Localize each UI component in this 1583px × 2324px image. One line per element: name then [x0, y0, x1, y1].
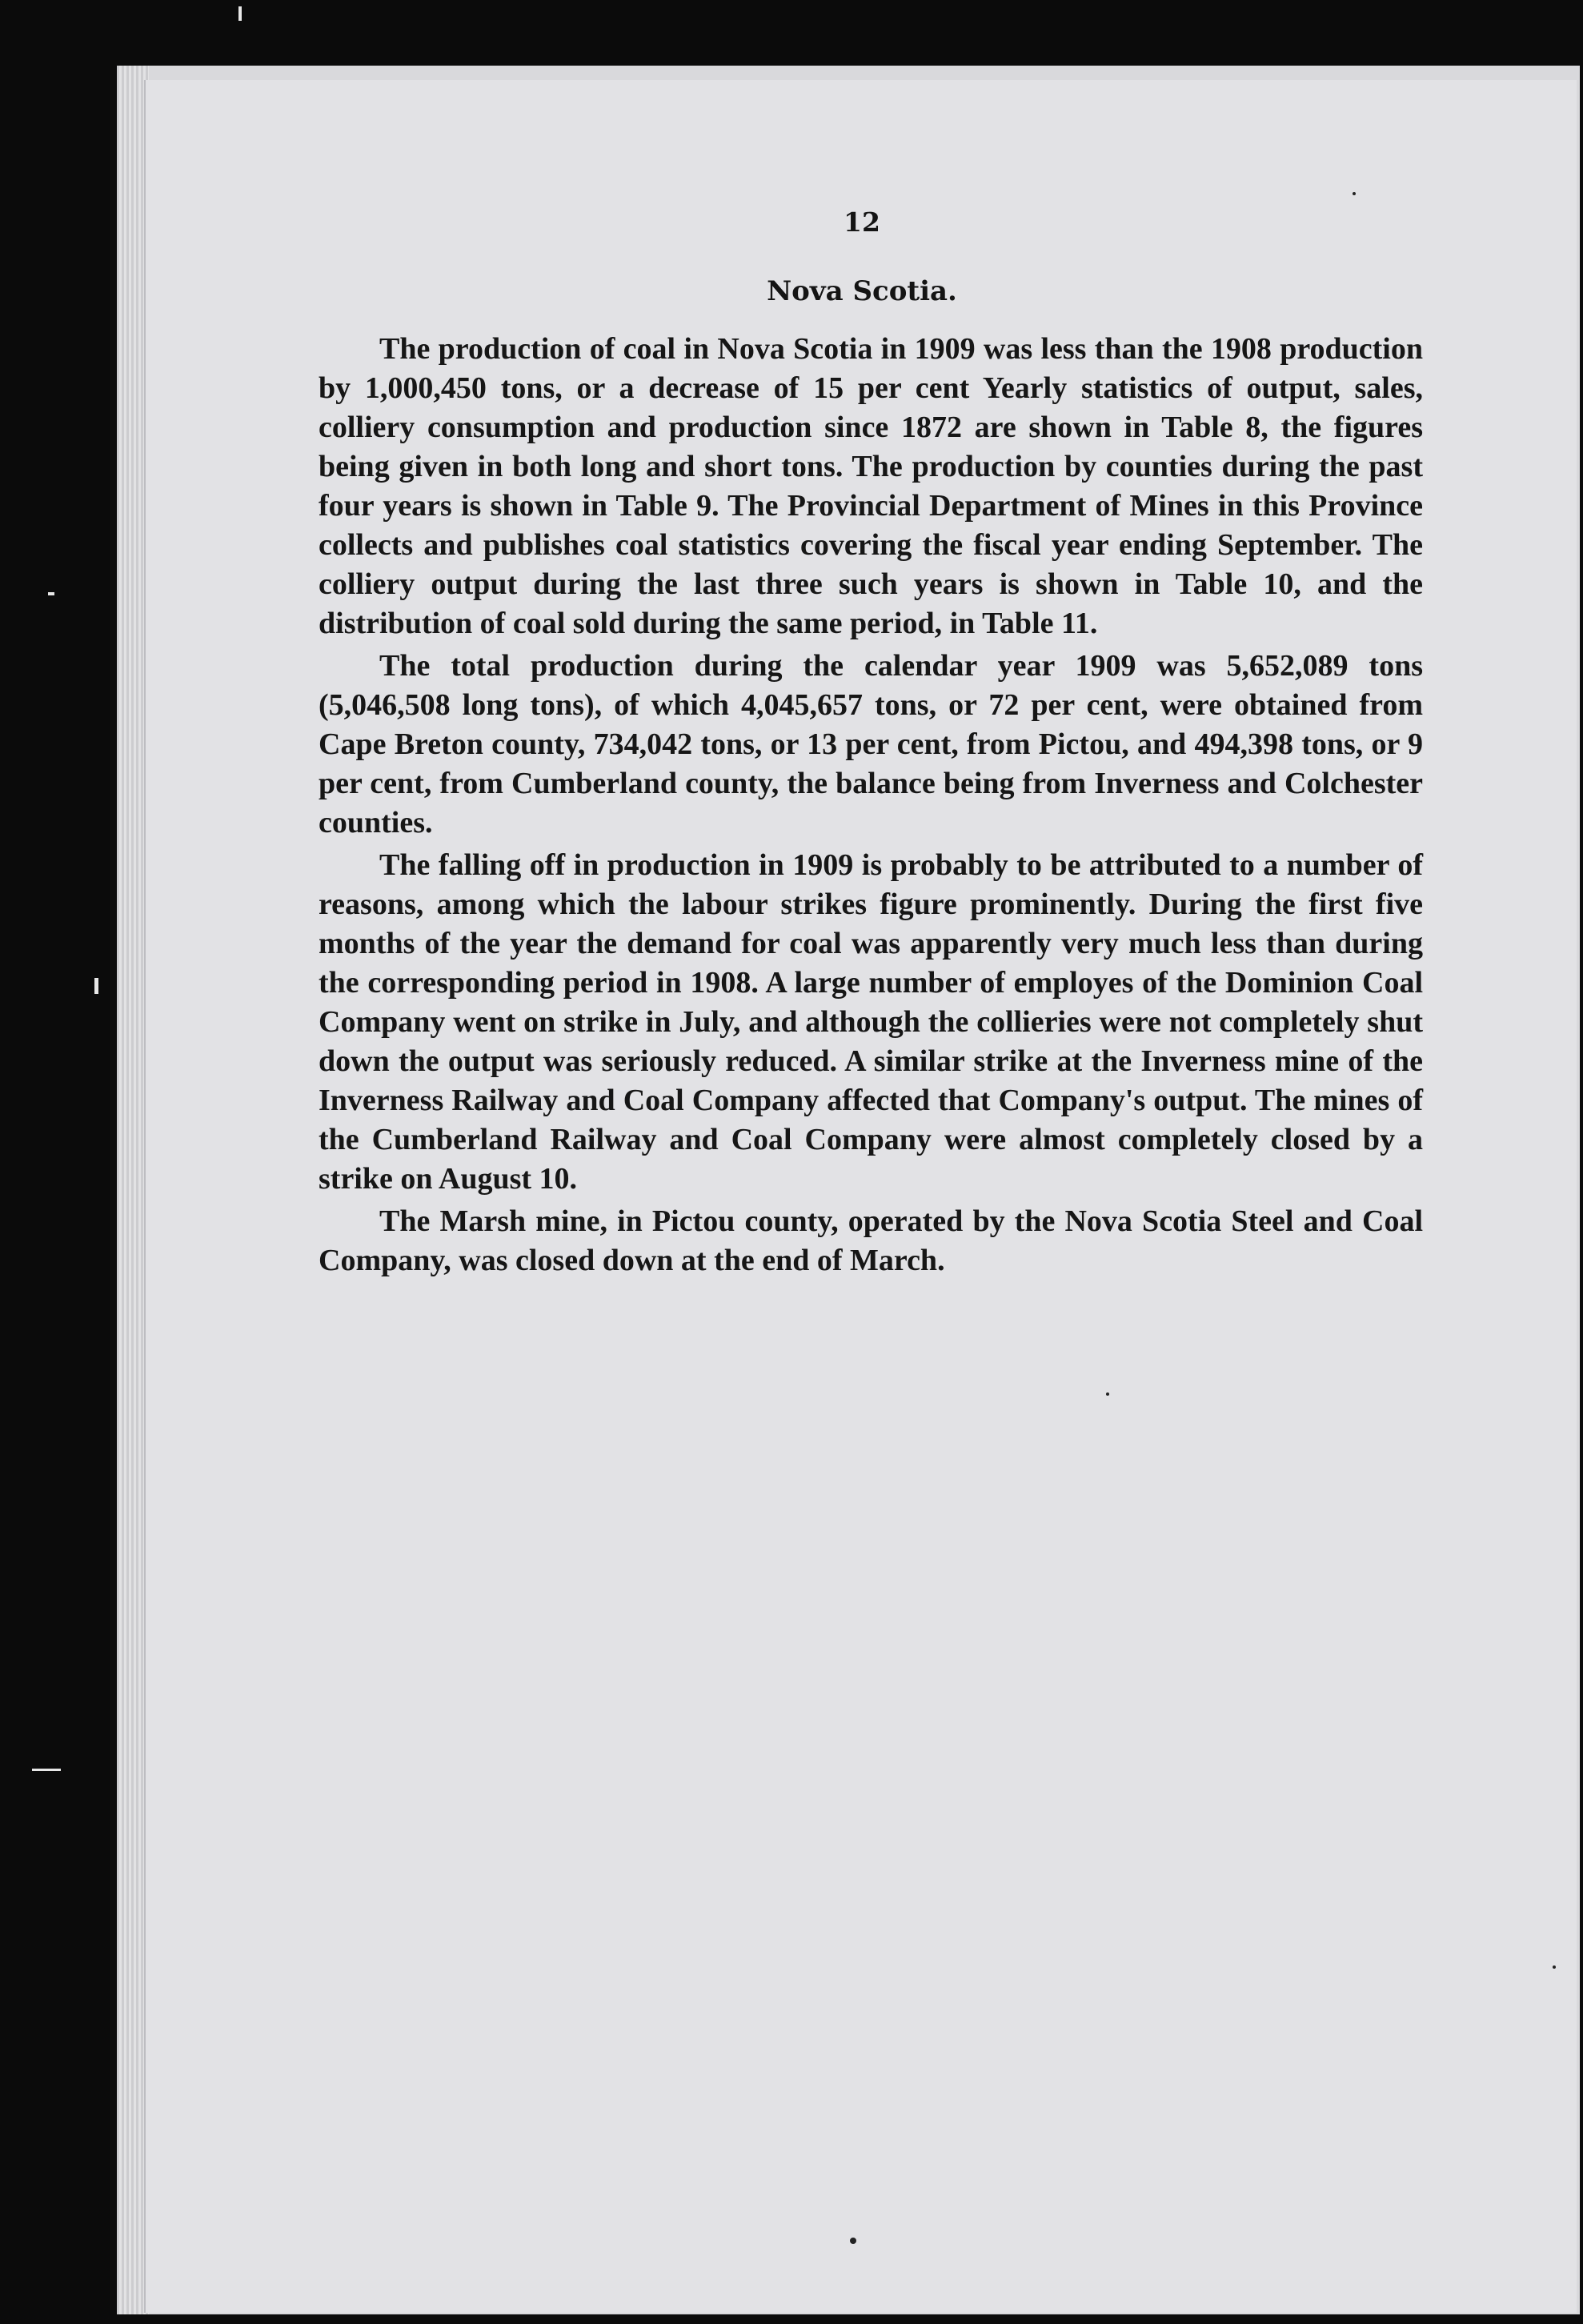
ink-speck	[850, 2238, 856, 2244]
body-text	[319, 330, 1423, 1284]
document-page	[144, 80, 1577, 2313]
margin-mark	[94, 978, 98, 994]
margin-mark	[32, 1769, 61, 1771]
section-heading: Nova Scotia.	[767, 275, 957, 307]
ink-speck	[1106, 1392, 1109, 1396]
ink-speck	[1553, 1965, 1556, 1969]
paragraph-4: The Marsh mine, in Pictou county, operated by the Nova Scotia Steel and Coal Company, was closed down at the end of March.	[319, 1204, 1423, 1277]
page-number: 12	[844, 206, 880, 238]
ink-speck	[1353, 192, 1356, 195]
paragraph-3: The falling off in production in 1909 is probably to be attributed to a number of reasons, among which the labour strikes figure prominently. During the first five months of the year the demand for coal was apparently very much less than during the corresponding period in 1908. A large number of employes of the Dominion Coal Company went on strike in July, and although the collieries were not completely shut down the output was seriously reduced. A similar strike at the Inverness mine of the Inverness Railway and Coal Company affected that Company's output. The mines of the Cumberland Railway and Coal Company were almost completely closed by a strike on August 10.	[319, 848, 1423, 1196]
margin-mark	[48, 592, 54, 595]
paragraph-1: The production of coal in Nova Scotia in 1909 was less than the 1908 production by 1,000,450 tons, or a decrease of 15 per cent Yearly statistics of output, sales, colliery consumption and production since 1872 are shown in Table 8, the figures being given in both long and short tons. The production by counties during the past four years is shown in Table 9. The Provincial Department of Mines in this Province collects and publishes coal statistics covering the fiscal year ending September. The colliery output during the last three such years is shown in Table 10, and the distribution of coal sold during the same period, in Table 11.	[319, 332, 1423, 640]
margin-mark	[238, 6, 242, 21]
paragraph-2: The total production during the calendar year 1909 was 5,652,089 tons (5,046,508 long tons), of which 4,045,657 tons, or 72 per cent, were obtained from Cape Breton county, 734,042 tons, or 13 per cent, from Pictou, and 494,398 tons, or 9 per cent, from Cumberland county, the balance being from Inverness and Colchester counties.	[319, 649, 1423, 839]
